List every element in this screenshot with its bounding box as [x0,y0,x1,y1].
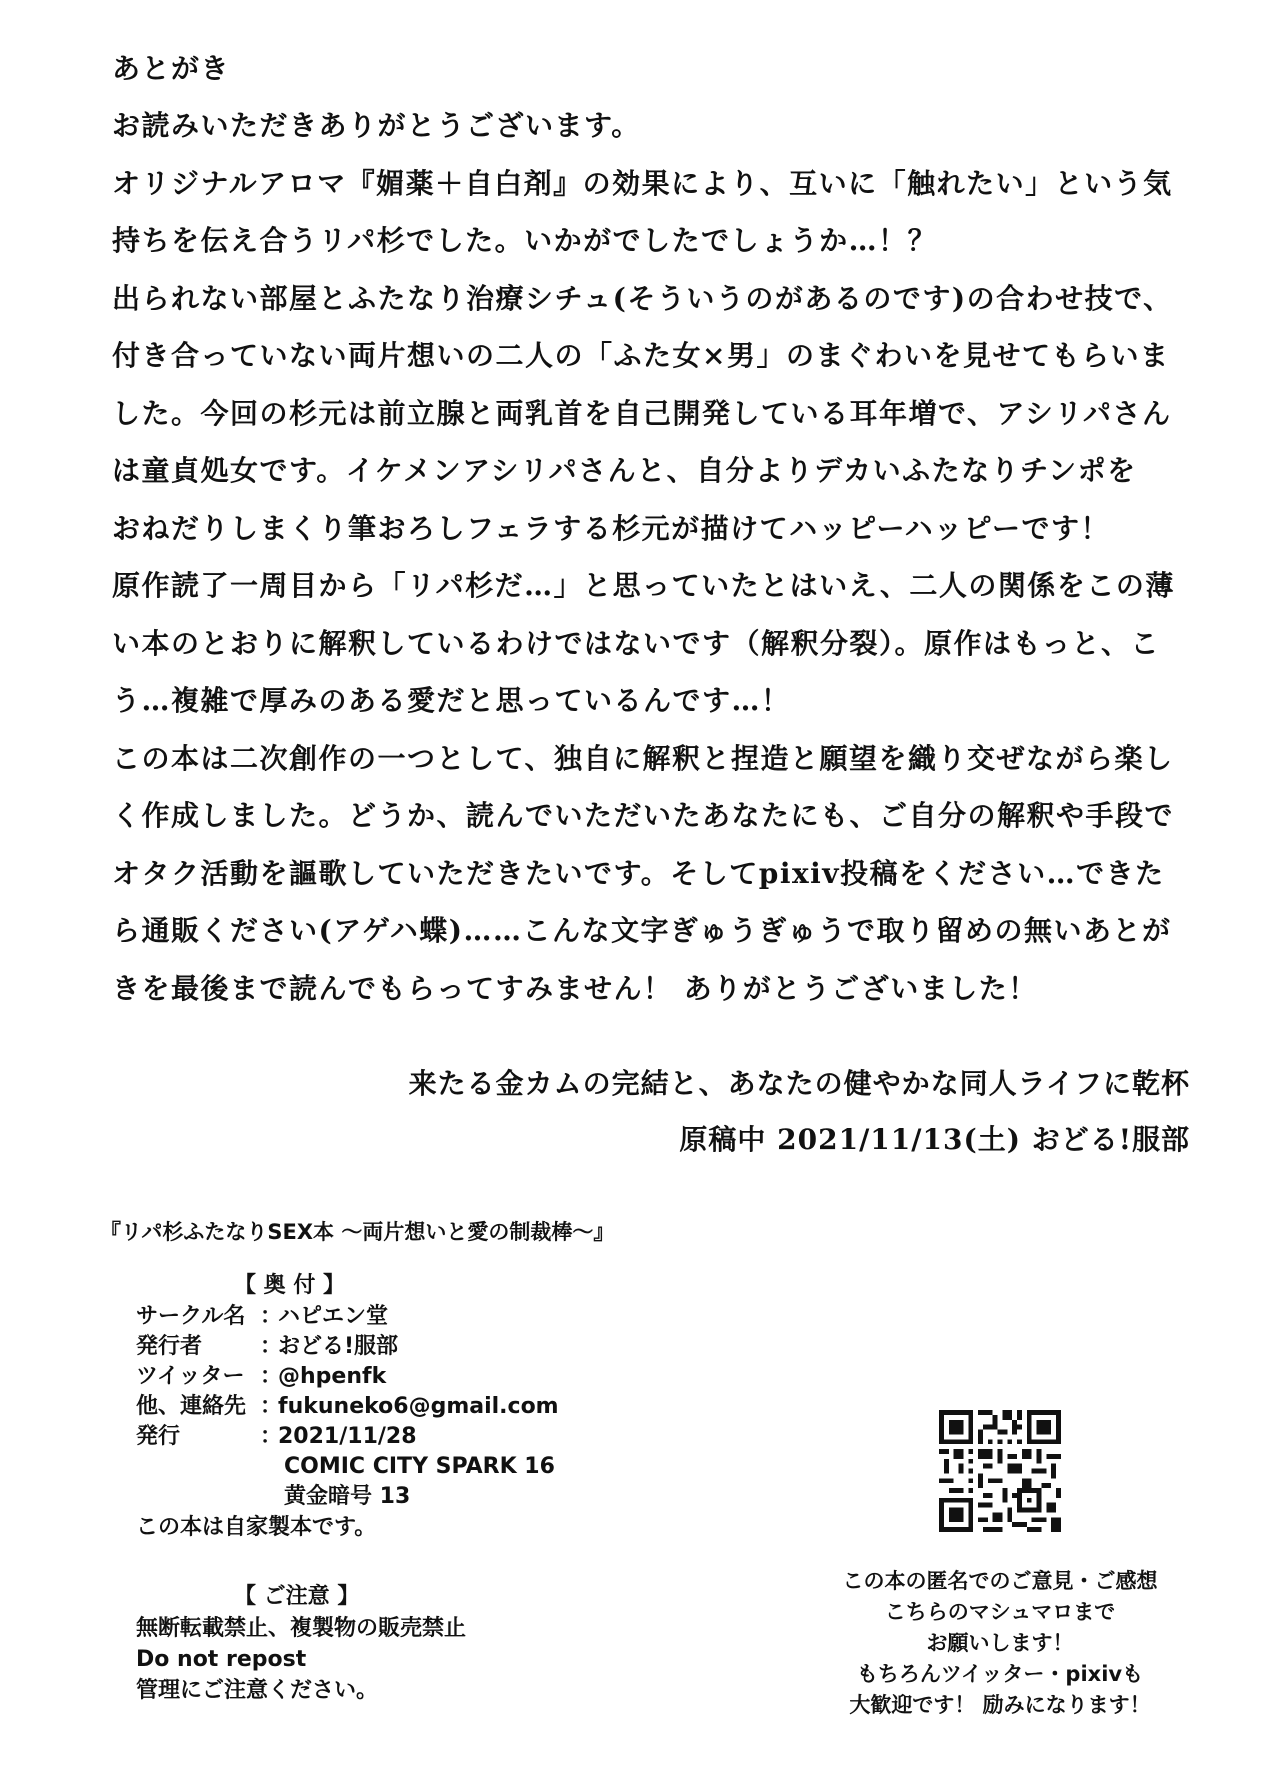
colophon-colon: ： [260,1394,283,1419]
colophon [136,1270,559,1544]
colophon-key: 発行者 [136,1334,203,1359]
afterword [112,40,1202,1017]
colophon-key: 発行 [136,1424,181,1449]
colophon-key: 他、連絡先 [136,1394,247,1419]
qr-caption-line: 大歓迎です！ 励みになります！ [849,1693,1151,1717]
afterword-line: 原作読了一周目から「リパ杉だ…」と思っていたとはいえ、二人の関係をこの薄 [112,569,1175,602]
colophon-key: サークル名 [136,1304,246,1329]
afterword-line: オリジナルアロマ『媚薬＋自白剤』の効果により、互いに「触れたい」という気 [112,166,1173,200]
afterword-line: 持ちを伝え合うリパ杉でした。いかがでしたでしょうか…！？ [112,224,938,257]
colophon-colon: ： [260,1424,283,1449]
colophon-row [136,1302,559,1332]
colophon-key: ツイッター [136,1364,245,1389]
afterword-line: ら通販ください(アゲハ蝶)……こんな文字ぎゅうぎゅうで取り留めの無いあとが [112,914,1172,947]
afterword-line: い本のとおりに解釈しているわけではないです（解釈分裂）。原作はもっと、こ [112,626,1161,660]
colophon-note: この本は自家製本です。 [136,1515,377,1540]
afterword-line: 付き合っていない両片想いの二人の「ふた女×男」のまぐわいを見せてもらいま [112,339,1170,372]
colophon-row [136,1422,559,1452]
afterword-line: う…複雑で厚みのある愛だと思っているんです…！ [112,684,791,717]
notice-line: 無断転載禁止、複製物の販売禁止 [136,1616,467,1641]
afterword-line: は童貞処女です。イケメンアシリパさんと、自分よりデカいふたなりチンポを [112,454,1137,487]
colophon-value: ハピエン堂 [278,1304,389,1329]
colophon-colon: ： [260,1304,283,1329]
qr-block [820,1410,1180,1721]
afterword-line: した。今回の杉元は前立腺と両乳首を自己開発している耳年増で、アシリパさん [112,396,1172,430]
colophon-title: 【 奥 付 】 [234,1273,345,1298]
afterword-line: く作成しました。どうか、読んでいただいたあなたにも、ご自分の解釈や手段で [112,799,1175,832]
afterword-heading: あとがき [112,52,231,85]
colophon-value: fukuneko6@gmail.com [278,1394,559,1419]
colophon-row [136,1362,559,1392]
colophon-colon: ： [260,1334,283,1359]
notice-line: 管理にご注意ください。 [136,1678,379,1703]
qr-caption-line: もちろんツイッター・pixivも [856,1662,1144,1686]
notice [136,1581,466,1706]
afterword-line: この本は二次創作の一つとして、独自に解釈と捏造と願望を織り交ぜながら楽し [112,741,1174,775]
colophon-row [136,1332,559,1362]
book-title: 『リパ杉ふたなりSEX本 〜両片想いと愛の制裁棒〜』 [100,1220,615,1244]
qr-caption-line: この本の匿名でのご意見・ご感想 [842,1569,1158,1593]
afterword-line: 出られない部屋とふたなり治療シチュ(そういうのがあるのです)の合わせ技で、 [112,281,1173,315]
afterword-line: きを最後まで読んでもらってすみません！ ありがとうございました！ [112,971,1038,1005]
afterword-line: オタク活動を謳歌していただきたいです。そしてpixiv投稿をください…できた [112,856,1165,890]
colophon-event: COMIC CITY SPARK 16 [284,1454,555,1479]
signoff-date-author: 原稿中 2021/11/13(土) おどる!服部 [679,1123,1190,1156]
qr-caption-line: お願いします！ [926,1631,1074,1655]
colophon-value: @hpenfk [278,1364,387,1389]
colophon-booth: 黄金暗号 13 [284,1484,411,1509]
colophon-colon: ： [260,1364,283,1389]
signoff-toast: 来たる金カムの完結と、あなたの健やかな同人ライフに乾杯 [408,1067,1190,1100]
notice-line: Do not repost [136,1647,307,1672]
colophon-value: おどる!服部 [278,1334,399,1359]
afterword-line: お読みいただきありがとうございます。 [112,109,641,142]
qr-code-icon[interactable] [939,1410,1061,1532]
notice-title: 【 ご注意 】 [234,1584,360,1609]
qr-caption-line: こちらのマシュマロまで [884,1600,1116,1624]
colophon-row [136,1392,559,1422]
afterword-line: おねだりしまくり筆おろしフェラする杉元が描けてハッピーハッピーです！ [112,511,1110,545]
colophon-value: 2021/11/28 [278,1424,417,1449]
signoff [409,1056,1190,1168]
